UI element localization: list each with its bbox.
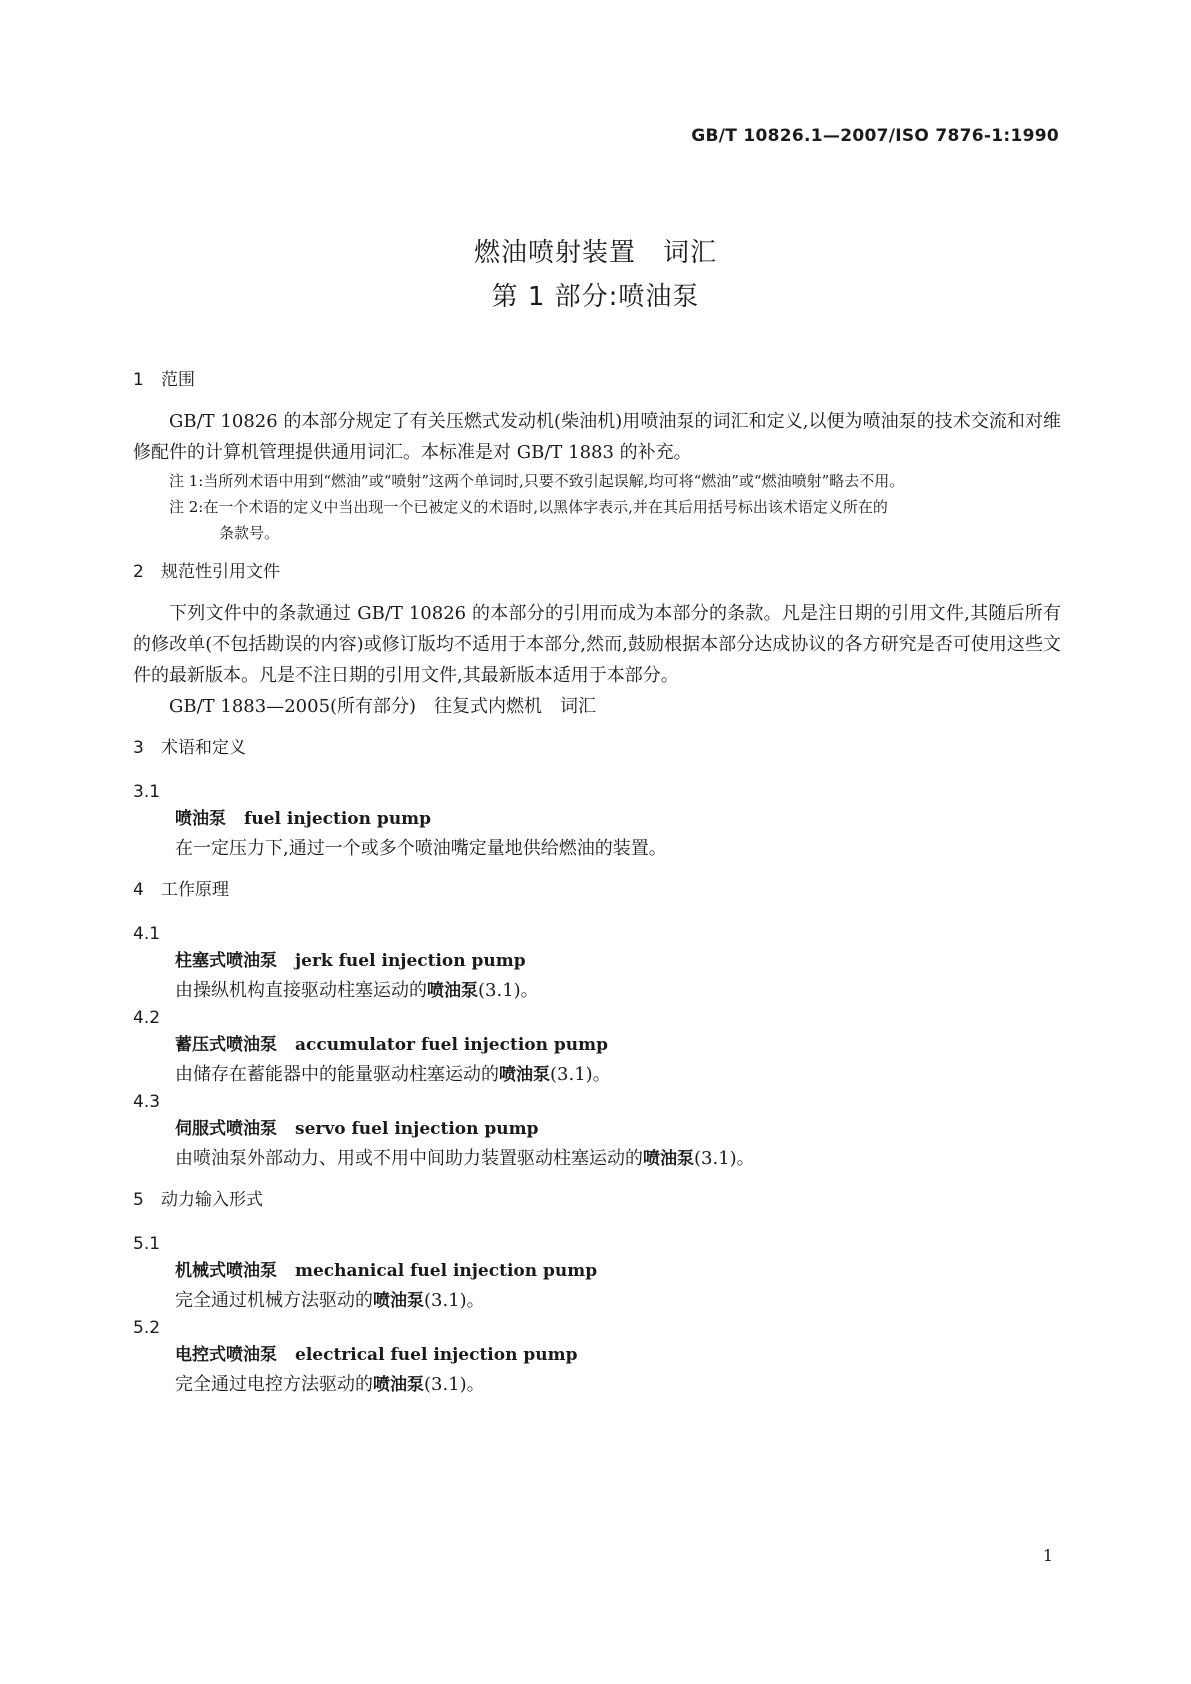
term-entry: 蓄压式喷油泵 accumulator fuel injection pump [175, 1035, 609, 1055]
note-1: 注 1:当所列术语中用到“燃油”或“喷射”这两个单词时,只要不致引起误解,均可将“燃油”或“燃油喷射”略去不用。 [169, 472, 905, 490]
section-heading: 3 术语和定义 [133, 738, 246, 758]
clause-number: 4.3 [133, 1092, 161, 1112]
scope-paragraph: GB/T 10826 的本部分规定了有关压燃式发动机(柴油机)用喷油泵的词汇和定义,以便为喷油泵的技术交流和对维修配件的计算机管理提供通用词汇。本标准是对 GB/T 1883 的补充。 [133, 411, 1061, 463]
clause-number: 4.1 [133, 924, 161, 944]
document-body [133, 368, 1061, 1400]
term-entry: 喷油泵 fuel injection pump [175, 809, 432, 829]
term-entry: 电控式喷油泵 electrical fuel injection pump [175, 1345, 578, 1365]
clause-number: 4.2 [133, 1008, 161, 1028]
note-2-continued: 条款号。 [219, 524, 280, 542]
section-heading: 1 范围 [133, 370, 195, 390]
normative-references-paragraph: 下列文件中的条款通过 GB/T 10826 的本部分的引用而成为本部分的条款。凡是注日期的引用文件,其随后所有的修改单(不包括勘误的内容)或修订版均不适用于本部分,然而,鼓励根据本部分达成协议的各方研究是否可使用这些文件的最新版本。凡是不注日期的引用文件,其最新版本适用于本部分。 [133, 603, 1061, 686]
document-subtitle: 第 1 部分:喷油泵 [491, 282, 700, 312]
standard-code: GB/T 10826.1—2007/ISO 7876-1:1990 [691, 126, 1059, 146]
document-title: 燃油喷射装置 词汇 [473, 238, 717, 268]
term-entry: 伺服式喷油泵 servo fuel injection pump [175, 1119, 539, 1139]
term-definition: 完全通过机械方法驱动的喷油泵(3.1)。 [175, 1290, 485, 1311]
term-definition: 由喷油泵外部动力、用或不用中间助力装置驱动柱塞运动的喷油泵(3.1)。 [175, 1148, 755, 1169]
term-definition: 完全通过电控方法驱动的喷油泵(3.1)。 [175, 1374, 485, 1395]
section-heading: 2 规范性引用文件 [133, 562, 280, 582]
page-number: 1 [1042, 1546, 1053, 1565]
clause-number: 3.1 [133, 782, 161, 802]
term-definition: 在一定压力下,通过一个或多个喷油嘴定量地供给燃油的装置。 [175, 838, 667, 859]
section-heading: 5 动力输入形式 [133, 1190, 263, 1210]
clause-number: 5.1 [133, 1234, 161, 1254]
clause-number: 5.2 [133, 1318, 161, 1338]
section-heading: 4 工作原理 [133, 880, 229, 900]
term-definition: 由操纵机构直接驱动柱塞运动的喷油泵(3.1)。 [175, 980, 539, 1001]
note-2: 注 2:在一个术语的定义中当出现一个已被定义的术语时,以黑体字表示,并在其后用括号标出该术语定义所在的 [169, 498, 888, 516]
reference-item: GB/T 1883—2005(所有部分) 往复式内燃机 词汇 [169, 696, 597, 717]
term-entry: 柱塞式喷油泵 jerk fuel injection pump [175, 951, 526, 971]
term-definition: 由储存在蓄能器中的能量驱动柱塞运动的喷油泵(3.1)。 [175, 1064, 611, 1085]
term-entry: 机械式喷油泵 mechanical fuel injection pump [175, 1261, 598, 1281]
